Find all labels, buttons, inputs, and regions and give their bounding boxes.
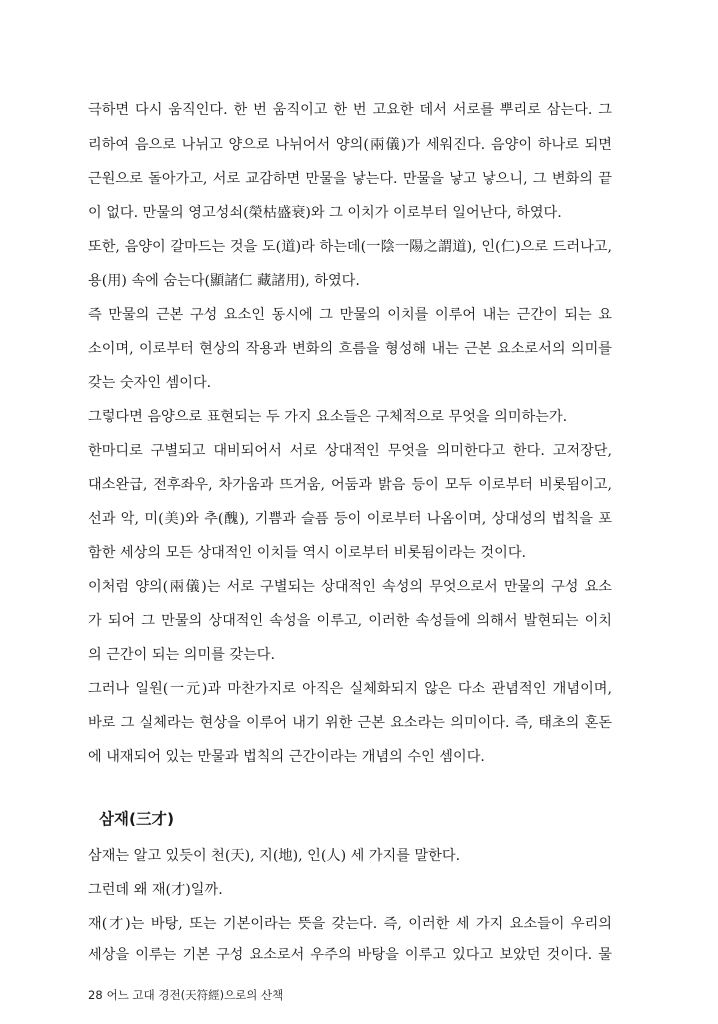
text-line: 삼재는 알고 있듯이 천(天), 지(地), 인(人) 세 가지를 말한다. [88, 848, 461, 864]
text-line: 리하여 음으로 나뉘고 양으로 나뉘어서 양의(兩儀)가 세워진다. 음양이 하나로 되면 [88, 137, 612, 153]
text-line: 한마디로 구별되고 대비되어서 서로 상대적인 무엇을 의미한다고 한다. 고저장단, [88, 443, 612, 459]
page-footer [88, 988, 283, 1002]
text-line: 대소완급, 전후좌우, 차가움과 뜨거움, 어둠과 밝음 등이 모두 이로부터 비롯됨이고, [88, 477, 612, 493]
running-title: 어느 고대 경전(天符經)으로의 산책 [106, 988, 284, 1002]
text-line: 용(用) 속에 숨는다(顯諸仁 藏諸用), 하였다. [88, 273, 360, 289]
text-line: 근원으로 돌아가고, 서로 교감하면 만물을 낳는다. 만물을 낳고 낳으니, 그 변화의 끝 [88, 171, 612, 187]
text-line: 재(才)는 바탕, 또는 기본이라는 뜻을 갖는다. 즉, 이러한 세 가지 요소들이 우리의 [88, 916, 612, 932]
text-line: 또한, 음양이 갈마드는 것을 도(道)라 하는데(一陰一陽之謂道), 인(仁)으로 드러나고, [88, 239, 612, 255]
section-heading: 삼재(三才) [99, 810, 175, 828]
text-line: 이처럼 양의(兩儀)는 서로 구별되는 상대적인 속성의 무엇으로서 만물의 구성 요소 [88, 579, 612, 595]
text-line: 이 없다. 만물의 영고성쇠(榮枯盛衰)와 그 이치가 이로부터 일어난다, 하였다. [88, 205, 562, 221]
text-line: 그렇다면 음양으로 표현되는 두 가지 요소들은 구체적으로 무엇을 의미하는가. [88, 409, 568, 425]
text-line: 가 되어 그 만물의 상대적인 속성을 이루고, 이러한 속성들에 의해서 발현되는 이치 [88, 613, 612, 629]
text-line: 바로 그 실체라는 현상을 이루어 내기 위한 근본 요소라는 의미이다. 즉, 태초의 혼돈 [88, 715, 612, 731]
text-line: 에 내재되어 있는 만물과 법칙의 근간이라는 개념의 수인 셈이다. [88, 749, 485, 765]
text-line: 선과 악, 미(美)와 추(醜), 기쁨과 슬픔 등이 이로부터 나옴이며, 상대성의 법칙을 포 [88, 511, 612, 527]
text-line: 의 근간이 되는 의미를 갖는다. [88, 647, 276, 663]
text-line: 그런데 왜 재(才)일까. [88, 882, 223, 898]
text-line: 소이며, 이로부터 현상의 작용과 변화의 흐름을 형성해 내는 근본 요소로서의 의미를 [88, 341, 612, 357]
text-line: 즉 만물의 근본 구성 요소인 동시에 그 만물의 이치를 이루어 내는 근간이 되는 요 [88, 307, 612, 323]
page-number: 28 [88, 988, 103, 1002]
text-line: 세상을 이루는 기본 구성 요소로서 우주의 바탕을 이루고 있다고 보았던 것이다. 물 [88, 947, 612, 963]
text-line: 그러나 일원(一元)과 마찬가지로 아직은 실체화되지 않은 다소 관념적인 개념이며, [88, 681, 612, 697]
text-line: 갖는 숫자인 셈이다. [88, 375, 212, 391]
text-line: 함한 세상의 모든 상대적인 이치들 역시 이로부터 비롯됨이라는 것이다. [88, 545, 527, 561]
text-line: 극하면 다시 움직인다. 한 번 움직이고 한 번 고요한 데서 서로를 뿌리로 삼는다. 그 [88, 102, 612, 118]
